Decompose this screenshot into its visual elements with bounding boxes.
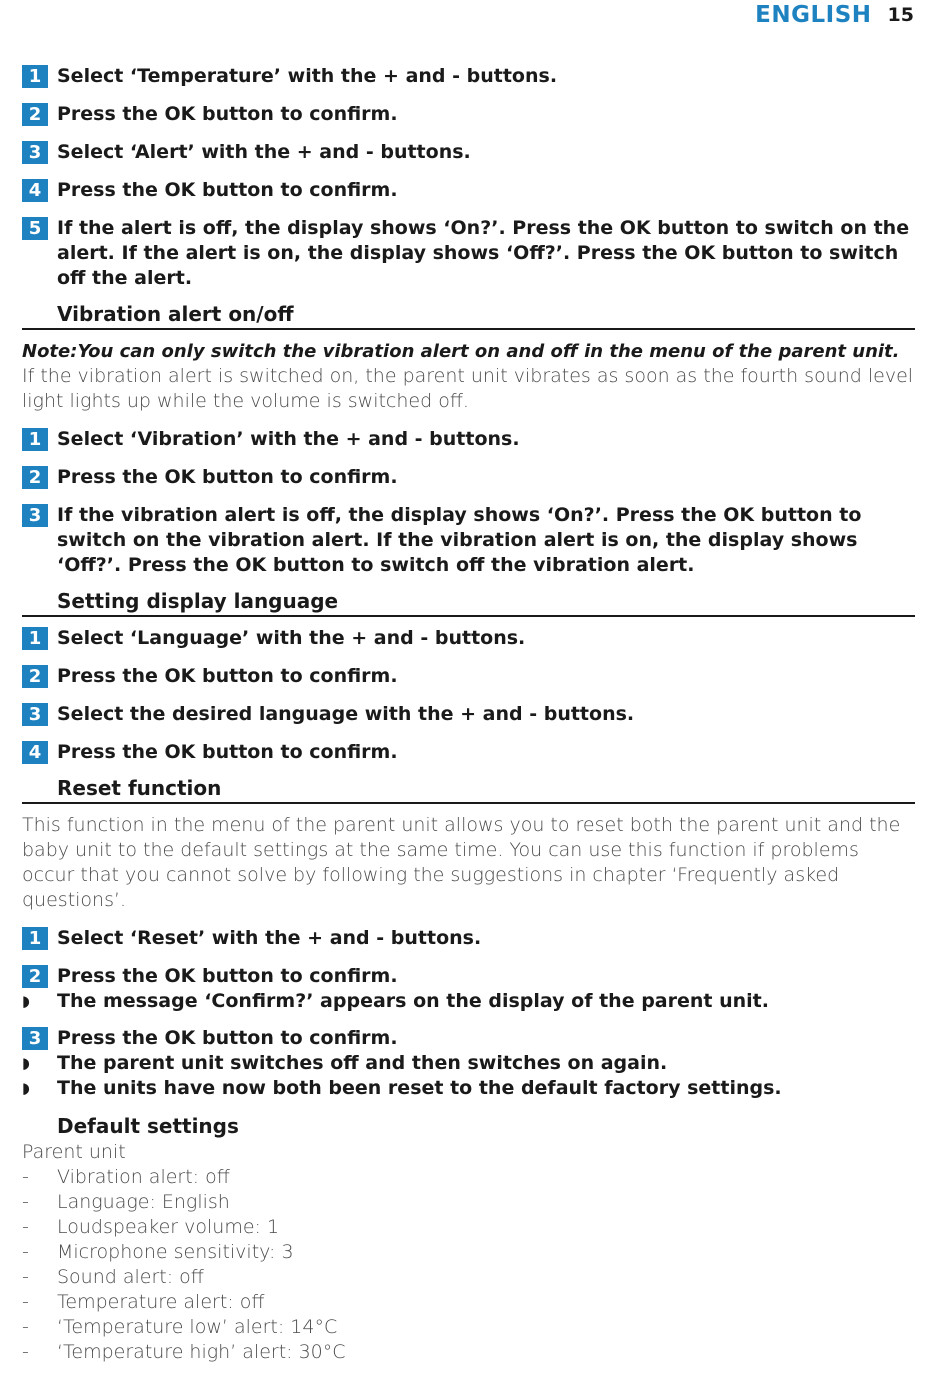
step-item [22, 465, 915, 490]
step-text: Select ‘Vibration’ with the + and - buttons. [57, 428, 520, 450]
list-item [22, 1165, 915, 1190]
step-number: 4 [22, 179, 48, 202]
step-item [22, 64, 915, 89]
language-section [22, 588, 915, 765]
list-item-text: Language: English [57, 1191, 230, 1213]
dash-marker: - [22, 1191, 29, 1213]
step-text: Select ‘Alert’ with the + and - buttons. [57, 141, 471, 163]
step-item [22, 702, 915, 727]
step-text: Press the OK button to confirm. [57, 466, 398, 488]
list-item [22, 1215, 915, 1240]
step-text: Press the OK button to confirm. [57, 965, 398, 987]
list-item [22, 1190, 915, 1215]
step-item [22, 178, 915, 203]
step-item [22, 216, 915, 291]
step-text: Select ‘Temperature’ with the + and - buttons. [57, 65, 558, 87]
list-item [22, 1240, 915, 1265]
dash-marker: - [22, 1241, 29, 1263]
list-item-text: Sound alert: off [57, 1266, 204, 1288]
result-text: The parent unit switches off and then switches on again. [57, 1052, 668, 1074]
list-item-text: ‘Temperature low’ alert: 14°C [57, 1316, 338, 1338]
step-number: 2 [22, 103, 48, 126]
step-text: Select ‘Language’ with the + and - buttons. [57, 627, 526, 649]
defaults-subheading: Parent unit [22, 1141, 126, 1163]
defaults-section [22, 1113, 915, 1365]
list-item [22, 1290, 915, 1315]
note-text: Note:You can only switch the vibration alert on and off in the menu of the parent unit. [22, 341, 900, 362]
page-header [755, 0, 914, 30]
step-text: Press the OK button to confirm. [57, 665, 398, 687]
step-number: 3 [22, 504, 48, 527]
section-heading: Setting display language [22, 588, 915, 617]
step-number: 2 [22, 466, 48, 489]
step-number: 3 [22, 141, 48, 164]
step-item [22, 140, 915, 165]
dash-marker: - [22, 1216, 29, 1238]
dash-marker: - [22, 1316, 29, 1338]
step-number: 1 [22, 927, 48, 950]
result-text: The message ‘Confirm?’ appears on the display of the parent unit. [57, 990, 769, 1012]
language-label: ENGLISH [755, 2, 872, 28]
list-item-text: Loudspeaker volume: 1 [57, 1216, 280, 1238]
step-item [22, 626, 915, 651]
step-number: 1 [22, 65, 48, 88]
reset-section [22, 775, 915, 1113]
step-number: 5 [22, 217, 48, 240]
step-text: Select ‘Reset’ with the + and - buttons. [57, 927, 482, 949]
list-item [22, 1315, 915, 1340]
list-item-text: ‘Temperature high’ alert: 30°C [57, 1341, 346, 1363]
list-item-text: Microphone sensitivity: 3 [57, 1241, 294, 1263]
step-item [22, 740, 915, 765]
vibration-section [22, 301, 915, 578]
page-number: 15 [887, 4, 914, 26]
step-text: Press the OK button to confirm. [57, 1027, 398, 1049]
step-item [22, 102, 915, 127]
list-item [22, 1340, 915, 1365]
step-item [22, 664, 915, 689]
temperature-steps [22, 64, 915, 291]
list-item-text: Temperature alert: off [57, 1291, 265, 1313]
dash-marker: - [22, 1266, 29, 1288]
step-item [22, 1026, 915, 1051]
result-item [22, 1076, 915, 1101]
step-text: Select the desired language with the + and - buttons. [57, 703, 635, 725]
step-text: If the alert is off, the display shows ‘On?’. Press the OK button to switch on the alert. If the alert is on, the display shows ‘Off?’. Press the OK button to switch off the alert. [57, 217, 910, 289]
result-bullet-icon: ◗ [22, 1054, 30, 1072]
section-heading: Reset function [22, 775, 915, 804]
step-number: 2 [22, 965, 48, 988]
result-item [22, 989, 915, 1014]
body-paragraph: If the vibration alert is switched on, the parent unit vibrates as soon as the fourth sound level light lights up while the volume is switched off. [22, 365, 914, 412]
step-number: 3 [22, 703, 48, 726]
step-item [22, 427, 915, 452]
dash-marker: - [22, 1291, 29, 1313]
step-number: 1 [22, 428, 48, 451]
body-paragraph: This function in the menu of the parent unit allows you to reset both the parent unit and the baby unit to the default settings at the same time. You can use this function if problems occur that you cannot solve by following the suggestions in chapter ‘Frequently asked questions’. [22, 814, 901, 911]
list-item-text: Vibration alert: off [57, 1166, 230, 1188]
step-item [22, 926, 915, 951]
section-heading: Vibration alert on/off [22, 301, 915, 330]
step-text: Press the OK button to confirm. [57, 103, 398, 125]
section-heading: Default settings [57, 1114, 239, 1138]
result-text: The units have now both been reset to the default factory settings. [57, 1077, 782, 1099]
step-number: 3 [22, 1027, 48, 1050]
result-bullet-icon: ◗ [22, 1079, 30, 1097]
dash-marker: - [22, 1341, 29, 1363]
step-text: Press the OK button to confirm. [57, 741, 398, 763]
dash-marker: - [22, 1166, 29, 1188]
step-item [22, 503, 915, 578]
step-number: 1 [22, 627, 48, 650]
step-number: 4 [22, 741, 48, 764]
step-text: If the vibration alert is off, the display shows ‘On?’. Press the OK button to switch on the vibration alert. If the vibration alert is on, the display shows ‘Off?’. Press the OK button to switch off the vibration alert. [57, 504, 862, 576]
result-item [22, 1051, 915, 1076]
result-bullet-icon: ◗ [22, 992, 30, 1010]
step-number: 2 [22, 665, 48, 688]
page-content [22, 64, 915, 1365]
list-item [22, 1265, 915, 1290]
step-text: Press the OK button to confirm. [57, 179, 398, 201]
step-item [22, 964, 915, 989]
